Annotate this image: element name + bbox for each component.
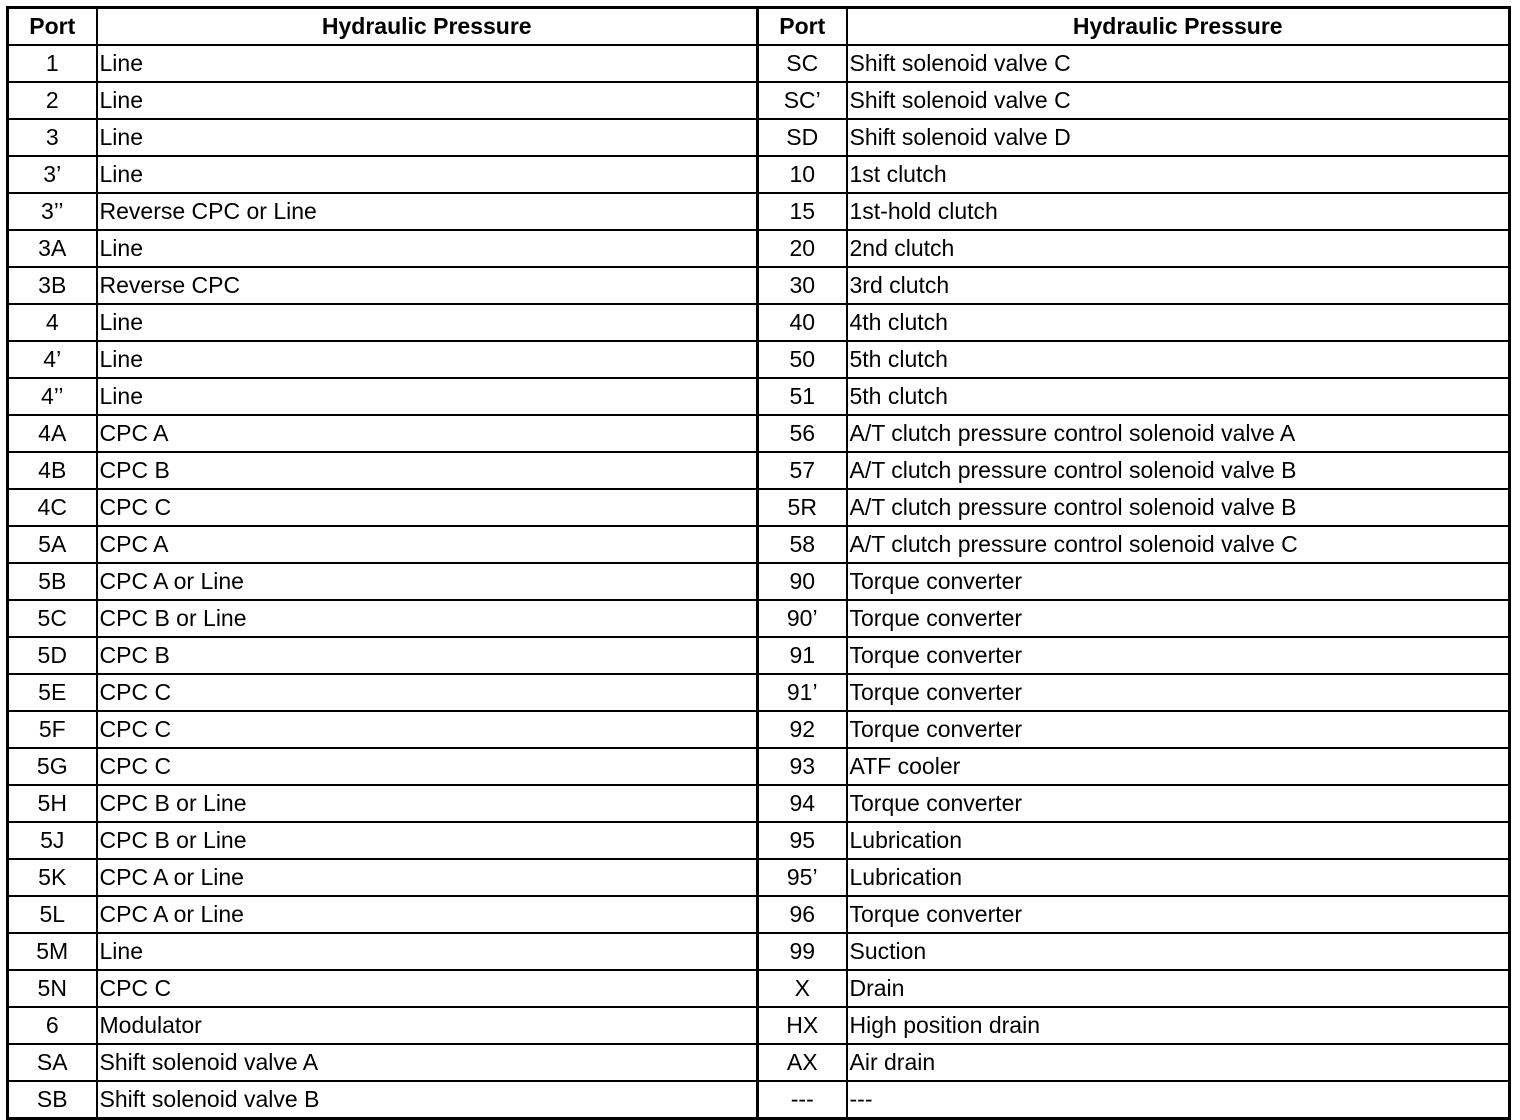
cell-pressure-left: Line (97, 378, 758, 415)
cell-pressure-right: A/T clutch pressure control solenoid valve B (847, 489, 1510, 526)
cell-pressure-left: CPC C (97, 674, 758, 711)
table-row (8, 156, 1510, 193)
cell-pressure-left: Line (97, 230, 758, 267)
cell-pressure-right: Lubrication (847, 859, 1510, 896)
cell-pressure-right: 4th clutch (847, 304, 1510, 341)
table-row (8, 859, 1510, 896)
cell-port-left: 5D (8, 637, 97, 674)
cell-pressure-left: CPC A (97, 526, 758, 563)
cell-port-right: 5R (758, 489, 847, 526)
cell-port-right: 56 (758, 415, 847, 452)
cell-pressure-left: CPC B or Line (97, 785, 758, 822)
cell-pressure-left: Reverse CPC or Line (97, 193, 758, 230)
cell-pressure-left: Line (97, 156, 758, 193)
cell-port-left: 4A (8, 415, 97, 452)
header-pressure-right: Hydraulic Pressure (847, 8, 1510, 46)
cell-pressure-right: Drain (847, 970, 1510, 1007)
cell-pressure-right: A/T clutch pressure control solenoid valve C (847, 526, 1510, 563)
cell-pressure-right: Shift solenoid valve C (847, 45, 1510, 82)
table-row (8, 970, 1510, 1007)
table-row (8, 1044, 1510, 1081)
cell-port-left: 4’ (8, 341, 97, 378)
table-row (8, 1081, 1510, 1119)
cell-port-right: 57 (758, 452, 847, 489)
cell-port-left: 3’’ (8, 193, 97, 230)
cell-port-right: 15 (758, 193, 847, 230)
table-body (8, 45, 1510, 1119)
cell-port-left: 4’’ (8, 378, 97, 415)
cell-pressure-right: 5th clutch (847, 341, 1510, 378)
table-row (8, 489, 1510, 526)
cell-port-right: 91’ (758, 674, 847, 711)
cell-pressure-right: A/T clutch pressure control solenoid valve A (847, 415, 1510, 452)
header-pressure-left: Hydraulic Pressure (97, 8, 758, 46)
cell-port-right: SC (758, 45, 847, 82)
table-row (8, 1007, 1510, 1044)
cell-port-left: 3A (8, 230, 97, 267)
cell-pressure-left: CPC C (97, 748, 758, 785)
cell-port-left: 1 (8, 45, 97, 82)
cell-port-right: 96 (758, 896, 847, 933)
cell-port-right: SC’ (758, 82, 847, 119)
cell-pressure-left: Line (97, 304, 758, 341)
table-row (8, 378, 1510, 415)
cell-port-right: 90 (758, 563, 847, 600)
cell-pressure-right: Torque converter (847, 711, 1510, 748)
cell-port-left: 3B (8, 267, 97, 304)
cell-pressure-left: Modulator (97, 1007, 758, 1044)
cell-port-right: 50 (758, 341, 847, 378)
cell-pressure-left: CPC B or Line (97, 822, 758, 859)
cell-pressure-left: CPC B (97, 637, 758, 674)
cell-pressure-right: Torque converter (847, 896, 1510, 933)
cell-port-left: 2 (8, 82, 97, 119)
cell-port-right: AX (758, 1044, 847, 1081)
cell-port-left: 5G (8, 748, 97, 785)
cell-pressure-left: Shift solenoid valve A (97, 1044, 758, 1081)
cell-pressure-right: Suction (847, 933, 1510, 970)
cell-pressure-left: Line (97, 119, 758, 156)
cell-port-left: 5B (8, 563, 97, 600)
table-row (8, 452, 1510, 489)
table-row (8, 896, 1510, 933)
cell-pressure-right: High position drain (847, 1007, 1510, 1044)
table-row (8, 711, 1510, 748)
cell-port-right: 95’ (758, 859, 847, 896)
cell-pressure-left: Line (97, 45, 758, 82)
cell-pressure-right: 1st clutch (847, 156, 1510, 193)
cell-pressure-right: Shift solenoid valve D (847, 119, 1510, 156)
cell-pressure-right: 5th clutch (847, 378, 1510, 415)
cell-port-right: SD (758, 119, 847, 156)
cell-pressure-right: A/T clutch pressure control solenoid valve B (847, 452, 1510, 489)
cell-pressure-left: CPC A or Line (97, 563, 758, 600)
cell-pressure-right: 1st-hold clutch (847, 193, 1510, 230)
table-row (8, 674, 1510, 711)
cell-pressure-left: Line (97, 82, 758, 119)
table-row (8, 267, 1510, 304)
header-row (8, 8, 1510, 46)
cell-port-left: 5A (8, 526, 97, 563)
cell-port-right: HX (758, 1007, 847, 1044)
header-port-left: Port (8, 8, 97, 46)
cell-pressure-right: Lubrication (847, 822, 1510, 859)
cell-pressure-right: Air drain (847, 1044, 1510, 1081)
cell-port-right: 94 (758, 785, 847, 822)
table-row (8, 119, 1510, 156)
cell-port-right: 10 (758, 156, 847, 193)
cell-pressure-right: Torque converter (847, 637, 1510, 674)
cell-port-right: 58 (758, 526, 847, 563)
cell-port-right: 20 (758, 230, 847, 267)
cell-pressure-left: CPC B or Line (97, 600, 758, 637)
cell-port-right: 91 (758, 637, 847, 674)
table-header (8, 8, 1510, 46)
cell-pressure-left: CPC A or Line (97, 859, 758, 896)
table-row (8, 822, 1510, 859)
cell-port-left: SA (8, 1044, 97, 1081)
cell-pressure-left: Reverse CPC (97, 267, 758, 304)
cell-port-left: 6 (8, 1007, 97, 1044)
cell-port-right: X (758, 970, 847, 1007)
cell-pressure-left: Line (97, 933, 758, 970)
port-hydraulic-pressure-table (6, 6, 1511, 1120)
cell-port-left: 5F (8, 711, 97, 748)
table-row (8, 748, 1510, 785)
cell-pressure-left: CPC B (97, 452, 758, 489)
cell-port-left: 5H (8, 785, 97, 822)
cell-port-left: 3 (8, 119, 97, 156)
cell-port-right: 95 (758, 822, 847, 859)
cell-port-right: 93 (758, 748, 847, 785)
cell-port-right: --- (758, 1081, 847, 1119)
table-row (8, 415, 1510, 452)
cell-pressure-right: 3rd clutch (847, 267, 1510, 304)
cell-port-right: 90’ (758, 600, 847, 637)
table-row (8, 230, 1510, 267)
cell-pressure-left: Shift solenoid valve B (97, 1081, 758, 1119)
table-row (8, 45, 1510, 82)
cell-port-left: 5C (8, 600, 97, 637)
cell-port-left: 4B (8, 452, 97, 489)
cell-port-left: SB (8, 1081, 97, 1119)
cell-port-left: 5K (8, 859, 97, 896)
cell-port-right: 30 (758, 267, 847, 304)
cell-pressure-right: Shift solenoid valve C (847, 82, 1510, 119)
cell-pressure-left: CPC C (97, 711, 758, 748)
cell-port-right: 40 (758, 304, 847, 341)
cell-port-left: 5E (8, 674, 97, 711)
table-row (8, 563, 1510, 600)
table-row (8, 526, 1510, 563)
cell-port-left: 4 (8, 304, 97, 341)
cell-pressure-left: Line (97, 341, 758, 378)
cell-pressure-left: CPC C (97, 489, 758, 526)
table-row (8, 341, 1510, 378)
cell-pressure-right: Torque converter (847, 785, 1510, 822)
table-row (8, 933, 1510, 970)
cell-pressure-left: CPC A (97, 415, 758, 452)
table-row (8, 600, 1510, 637)
cell-pressure-right: 2nd clutch (847, 230, 1510, 267)
table-row (8, 304, 1510, 341)
cell-port-right: 51 (758, 378, 847, 415)
table-row (8, 785, 1510, 822)
cell-port-left: 3’ (8, 156, 97, 193)
cell-port-left: 5M (8, 933, 97, 970)
cell-port-right: 99 (758, 933, 847, 970)
cell-pressure-left: CPC C (97, 970, 758, 1007)
cell-port-left: 4C (8, 489, 97, 526)
cell-pressure-right: Torque converter (847, 600, 1510, 637)
cell-pressure-left: CPC A or Line (97, 896, 758, 933)
table-row (8, 193, 1510, 230)
header-port-right: Port (758, 8, 847, 46)
cell-port-left: 5L (8, 896, 97, 933)
cell-pressure-right: --- (847, 1081, 1510, 1119)
table-row (8, 637, 1510, 674)
cell-port-left: 5J (8, 822, 97, 859)
cell-pressure-right: ATF cooler (847, 748, 1510, 785)
table-row (8, 82, 1510, 119)
cell-pressure-right: Torque converter (847, 563, 1510, 600)
cell-port-right: 92 (758, 711, 847, 748)
cell-pressure-right: Torque converter (847, 674, 1510, 711)
cell-port-left: 5N (8, 970, 97, 1007)
